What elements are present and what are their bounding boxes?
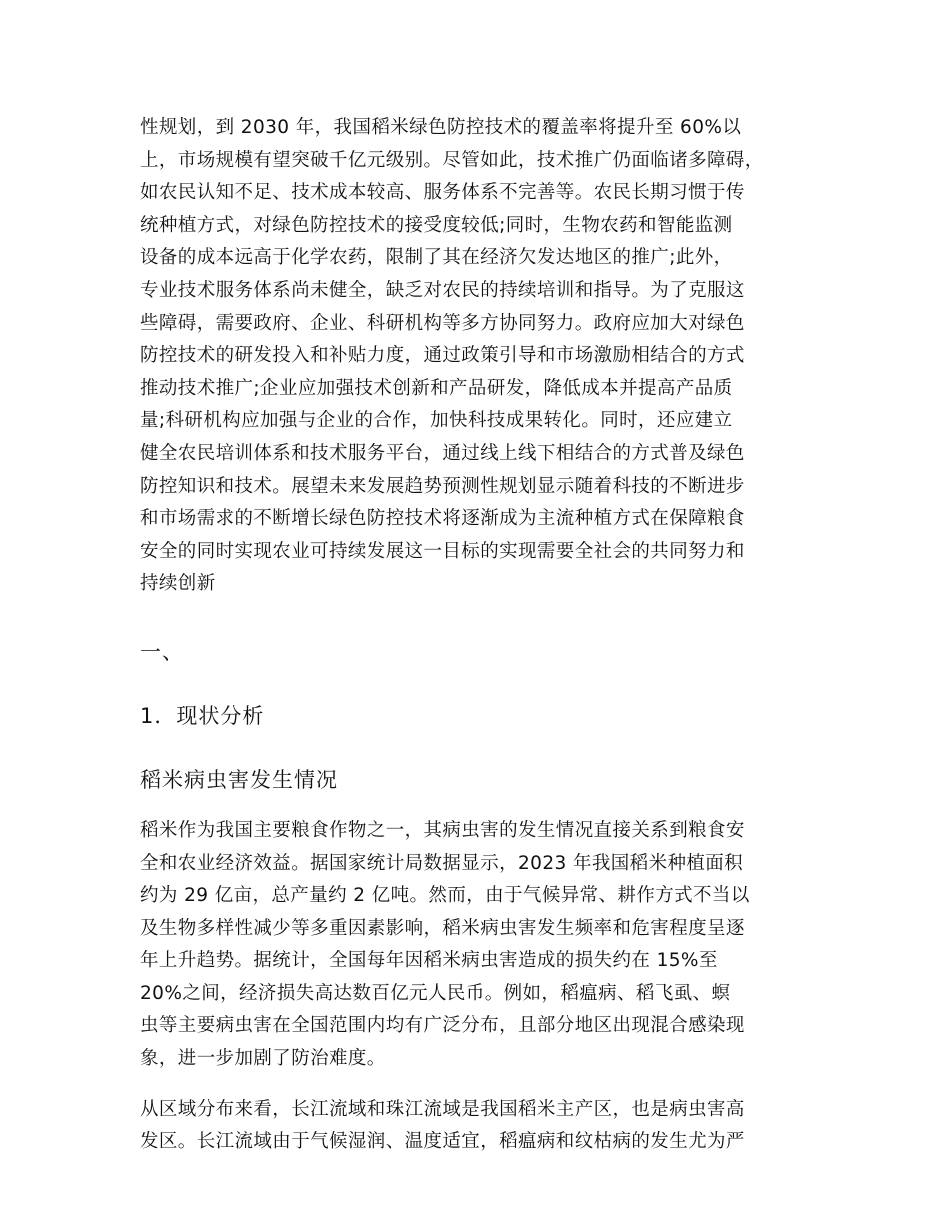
paragraph-2 [140, 1094, 820, 1159]
paragraph-1 [140, 815, 820, 1076]
topic-heading: 稻米病虫害发生情况 [140, 767, 338, 792]
paragraph-line: 持续创新 [140, 573, 216, 595]
paragraph-line: 约为 29 亿亩，总产量约 2 亿吨。然而，由于气候异常、耕作方式不当以 [140, 885, 750, 907]
paragraph-line: 象，进一步加剧了防治难度。 [140, 1048, 386, 1070]
paragraph-line: 性规划，到 2030 年，我国稻米绿色防控技术的覆盖率将提升至 60%以 [140, 117, 742, 138]
paragraph-line: 健全农民培训体系和技术服务平台，通过线上线下相结合的方式普及绿色 [140, 442, 745, 464]
paragraph-line: 些障碍，需要政府、企业、科研机构等多方协同努力。政府应加大对绿色 [140, 312, 745, 334]
paragraph-line: 和市场需求的不断增长绿色防控技术将逐渐成为主流种植方式在保障粮食 [140, 508, 745, 530]
paragraph-line: 专业技术服务体系尚未健全，缺乏对农民的持续培训和指导。为了克服这 [140, 279, 745, 301]
paragraph-line: 设备的成本远高于化学农药，限制了其在经济欠发达地区的推广;此外， [140, 247, 733, 269]
paragraph-line: 如农民认知不足、技术成本较高、服务体系不完善等。农民长期习惯于传 [140, 182, 745, 204]
paragraph-line: 虫等主要病虫害在全国范围内均有广泛分布，且部分地区出现混合感染现 [140, 1015, 745, 1037]
paragraph-line: 防控知识和技术。展望未来发展趋势预测性规划显示随着科技的不断进步 [140, 475, 745, 497]
paragraph-line: 发区。长江流域由于气候湿润、温度适宜，稻瘟病和纹枯病的发生尤为严 [140, 1131, 745, 1153]
paragraph-line: 稻米作为我国主要粮食作物之一，其病虫害的发生情况直接关系到粮食安 [140, 819, 745, 841]
paragraph-line: 全和农业经济效益。据国家统计局数据显示，2023 年我国稻米种植面积 [140, 852, 744, 874]
document-page [140, 112, 820, 1159]
section-heading: 一、 [140, 639, 184, 664]
paragraph-line: 及生物多样性减少等多重因素影响，稻米病虫害发生频率和危害程度呈逐 [140, 917, 745, 939]
paragraph-line: 从区域分布来看，长江流域和珠江流域是我国稻米主产区，也是病虫害高 [140, 1098, 745, 1120]
paragraph-line: 推动技术推广;企业应加强技术创新和产品研发，降低成本并提高产品质 [140, 377, 733, 399]
paragraph-line: 安全的同时实现农业可持续发展这一目标的实现需要全社会的共同努力和 [140, 540, 745, 562]
paragraph-line: 防控技术的研发投入和补贴力度，通过政策引导和市场激励相结合的方式 [140, 345, 745, 367]
paragraph-line: 量;科研机构应加强与企业的合作，加快科技成果转化。同时，还应建立 [140, 410, 733, 432]
paragraph-line: 年上升趋势。据统计，全国每年因稻米病虫害造成的损失约在 15%至 [140, 950, 718, 972]
paragraph-line: 上，市场规模有望突破千亿元级别。尽管如此，技术推广仍面临诸多障碍， [140, 149, 764, 171]
paragraph-intro [140, 112, 820, 601]
paragraph-line: 统种植方式，对绿色防控技术的接受度较低;同时，生物农药和智能监测 [140, 214, 733, 236]
paragraph-line: 20%之间，经济损失高达数百亿元人民币。例如，稻瘟病、稻飞虱、螟 [140, 982, 731, 1004]
subsection-heading: 1．现状分析 [140, 703, 265, 728]
